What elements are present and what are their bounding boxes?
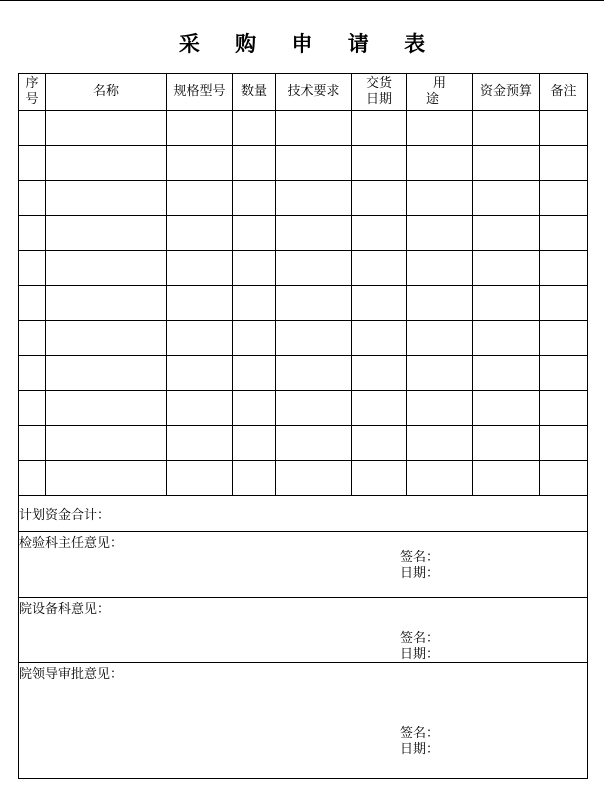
table-cell[interactable]	[407, 251, 473, 286]
header-seq-line2: 号	[25, 92, 39, 107]
table-cell[interactable]	[19, 251, 46, 286]
table-cell[interactable]	[276, 251, 352, 286]
table-row	[19, 461, 588, 496]
header-delivery	[352, 74, 407, 111]
equipment-dept-date-label: 日期：	[400, 647, 440, 662]
table-cell[interactable]	[233, 391, 276, 426]
header-name: 名称	[46, 74, 167, 111]
table-cell[interactable]	[167, 356, 233, 391]
table-cell[interactable]	[167, 286, 233, 321]
table-cell[interactable]	[167, 181, 233, 216]
table-cell[interactable]	[19, 321, 46, 356]
table-cell[interactable]	[276, 356, 352, 391]
table-cell[interactable]	[233, 321, 276, 356]
table-cell[interactable]	[473, 426, 540, 461]
table-cell[interactable]	[19, 461, 46, 496]
header-remarks: 备注	[540, 74, 588, 111]
leadership-sign-label: 签名：	[400, 726, 440, 741]
table-cell[interactable]	[233, 356, 276, 391]
table-cell[interactable]	[233, 146, 276, 181]
leadership-date-label: 日期：	[400, 742, 440, 757]
leadership-approval-opinion	[19, 663, 588, 779]
lab-director-opinion-cell[interactable]	[19, 532, 588, 598]
lab-director-opinion-label: 检验科主任意见：	[19, 536, 124, 551]
table-cell[interactable]	[19, 356, 46, 391]
leadership-approval-label: 院领导审批意见：	[19, 667, 124, 682]
table-cell[interactable]	[167, 111, 233, 146]
table-cell[interactable]	[233, 426, 276, 461]
table-cell[interactable]	[276, 181, 352, 216]
table-cell[interactable]	[167, 461, 233, 496]
table-cell[interactable]	[473, 251, 540, 286]
table-cell[interactable]	[352, 111, 407, 146]
leadership-approval-cell[interactable]	[19, 663, 588, 779]
table-cell[interactable]	[473, 181, 540, 216]
table-cell[interactable]	[473, 461, 540, 496]
table-cell[interactable]	[167, 391, 233, 426]
purchase-request-table	[18, 73, 588, 779]
lab-director-date-label: 日期：	[400, 566, 440, 581]
table-cell[interactable]	[46, 356, 167, 391]
header-usage-label: 用途	[425, 76, 460, 107]
table-cell[interactable]	[352, 356, 407, 391]
table-row	[19, 426, 588, 461]
table-row	[19, 251, 588, 286]
equipment-dept-opinion-cell[interactable]	[19, 598, 588, 663]
table-cell[interactable]	[46, 216, 167, 251]
table-cell[interactable]	[473, 356, 540, 391]
total-row	[19, 496, 588, 532]
lab-director-sign-label: 签名：	[400, 550, 440, 565]
table-row	[19, 146, 588, 181]
header-delivery-line2: 日期	[365, 92, 392, 107]
table-cell[interactable]	[540, 251, 588, 286]
table-cell[interactable]	[233, 251, 276, 286]
table-cell[interactable]	[276, 146, 352, 181]
table-cell[interactable]	[19, 181, 46, 216]
table-row	[19, 391, 588, 426]
table-cell[interactable]	[540, 146, 588, 181]
header-seq-line1: 序	[25, 76, 39, 91]
header-spec: 规格型号	[167, 74, 233, 111]
table-cell[interactable]	[19, 111, 46, 146]
table-cell[interactable]	[233, 286, 276, 321]
table-cell[interactable]	[540, 461, 588, 496]
table-cell[interactable]	[407, 111, 473, 146]
total-label: 计划资金合计：	[19, 508, 111, 523]
table-cell[interactable]	[407, 216, 473, 251]
total-cell[interactable]	[19, 496, 588, 532]
table-cell[interactable]	[167, 321, 233, 356]
table-cell[interactable]	[540, 216, 588, 251]
table-cell[interactable]	[46, 426, 167, 461]
lab-director-opinion	[19, 532, 588, 598]
table-cell[interactable]	[352, 181, 407, 216]
table-cell[interactable]	[352, 146, 407, 181]
table-cell[interactable]	[167, 251, 233, 286]
table-cell[interactable]	[233, 461, 276, 496]
table-cell[interactable]	[46, 461, 167, 496]
table-cell[interactable]	[407, 426, 473, 461]
table-cell[interactable]	[352, 426, 407, 461]
table-cell[interactable]	[540, 426, 588, 461]
table-cell[interactable]	[276, 391, 352, 426]
table-cell[interactable]	[352, 461, 407, 496]
table-cell[interactable]	[540, 391, 588, 426]
table-row	[19, 356, 588, 391]
table-cell[interactable]	[276, 286, 352, 321]
header-seq	[19, 74, 46, 111]
table-row	[19, 321, 588, 356]
table-cell[interactable]	[473, 111, 540, 146]
table-cell[interactable]	[352, 251, 407, 286]
table-cell[interactable]	[540, 321, 588, 356]
table-row	[19, 111, 588, 146]
equipment-dept-opinion-label: 院设备科意见：	[19, 602, 111, 617]
table-cell[interactable]	[46, 321, 167, 356]
header-qty: 数量	[233, 74, 276, 111]
table-cell[interactable]	[407, 391, 473, 426]
table-cell[interactable]	[473, 286, 540, 321]
form-title: 采 购 申 请 表	[178, 31, 440, 56]
table-cell[interactable]	[19, 146, 46, 181]
equipment-dept-sign-label: 签名：	[400, 631, 440, 646]
table-row	[19, 286, 588, 321]
table-cell[interactable]	[19, 391, 46, 426]
table-cell[interactable]	[233, 216, 276, 251]
table-cell[interactable]	[233, 111, 276, 146]
table-cell[interactable]	[276, 461, 352, 496]
table-cell[interactable]	[46, 146, 167, 181]
table-cell[interactable]	[167, 216, 233, 251]
table-cell[interactable]	[276, 321, 352, 356]
header-tech: 技术要求	[276, 74, 352, 111]
table-cell[interactable]	[540, 111, 588, 146]
equipment-dept-opinion	[19, 598, 588, 663]
table-cell[interactable]	[540, 181, 588, 216]
table-cell[interactable]	[167, 146, 233, 181]
table-cell[interactable]	[407, 461, 473, 496]
table-cell[interactable]	[352, 391, 407, 426]
table-cell[interactable]	[407, 146, 473, 181]
table-cell[interactable]	[407, 181, 473, 216]
table-cell[interactable]	[276, 111, 352, 146]
header-usage	[407, 74, 473, 111]
table-cell[interactable]	[167, 426, 233, 461]
table-cell[interactable]	[46, 286, 167, 321]
top-border-line	[0, 0, 604, 1]
table-cell[interactable]	[46, 111, 167, 146]
table-cell[interactable]	[407, 356, 473, 391]
table-cell[interactable]	[46, 251, 167, 286]
table-cell[interactable]	[233, 181, 276, 216]
table-cell[interactable]	[540, 286, 588, 321]
table-cell[interactable]	[473, 146, 540, 181]
table-cell[interactable]	[19, 426, 46, 461]
table-header-row	[19, 74, 588, 111]
table-row	[19, 216, 588, 251]
table-cell[interactable]	[352, 216, 407, 251]
table-cell[interactable]	[46, 181, 167, 216]
header-budget: 资金预算	[473, 74, 540, 111]
table-cell[interactable]	[540, 356, 588, 391]
table-cell[interactable]	[46, 391, 167, 426]
table-row	[19, 181, 588, 216]
table-cell[interactable]	[473, 216, 540, 251]
table-cell[interactable]	[19, 286, 46, 321]
table-cell[interactable]	[276, 216, 352, 251]
table-cell[interactable]	[473, 391, 540, 426]
table-cell[interactable]	[276, 426, 352, 461]
table-cell[interactable]	[19, 216, 46, 251]
table-cell[interactable]	[407, 321, 473, 356]
table-cell[interactable]	[473, 321, 540, 356]
table-cell[interactable]	[352, 321, 407, 356]
table-cell[interactable]	[352, 286, 407, 321]
table-cell[interactable]	[407, 286, 473, 321]
header-delivery-line1: 交货	[365, 76, 392, 91]
